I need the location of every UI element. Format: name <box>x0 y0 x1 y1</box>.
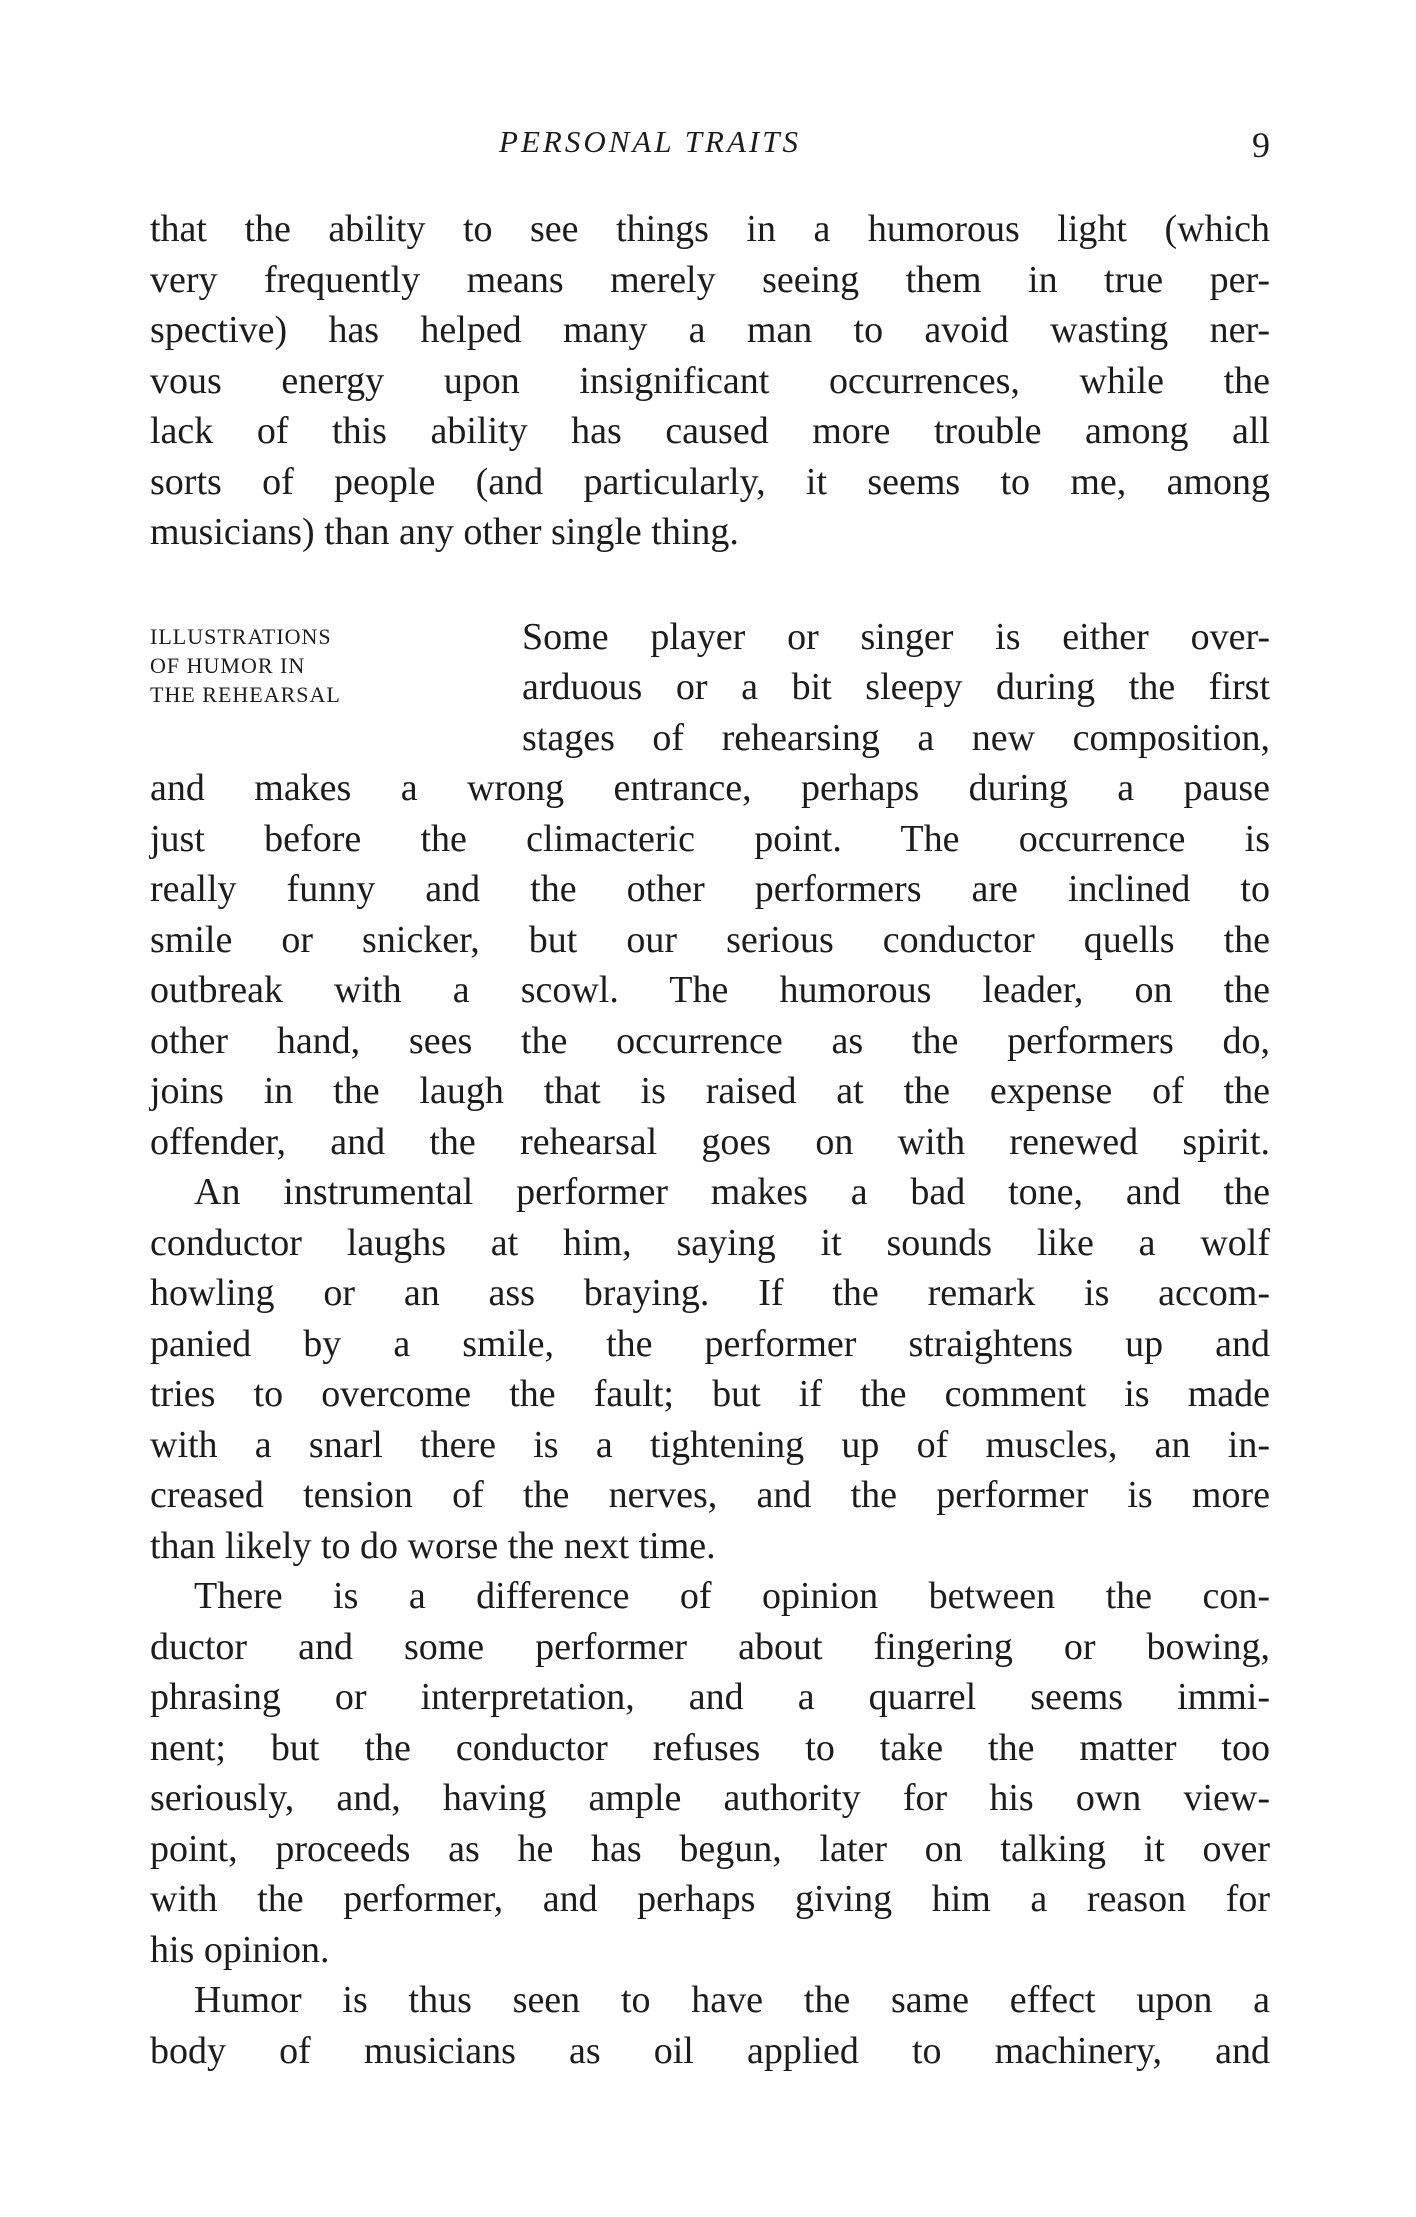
text-line: joins in the laugh that is raised at the expense of the <box>150 1070 1270 1112</box>
text-line: very frequently means merely seeing them in true per- <box>150 258 1270 301</box>
text-line: offender, and the rehearsal goes on with renewed spirit. <box>150 1120 1270 1163</box>
running-title: PERSONAL TRAITS <box>499 124 801 159</box>
text-line: arduous or a bit sleepy during the first <box>522 666 1270 708</box>
text-line: seriously, and, having ample authority for his own view- <box>150 1777 1270 1819</box>
text-line: his opinion. <box>150 1928 330 1971</box>
paragraph-2 <box>150 763 1270 1167</box>
text-line: tries to overcome the fault; but if the comment is made <box>150 1373 1270 1415</box>
text-line: phrasing or interpretation, and a quarrel seems immi- <box>150 1676 1270 1718</box>
sidenote-line: THE REHEARSAL <box>150 681 341 707</box>
running-head <box>150 124 1270 168</box>
text-line: with a snarl there is a tightening up of muscles, an in- <box>150 1423 1270 1466</box>
text-line: vous energy upon insignificant occurrences, while the <box>150 359 1270 402</box>
text-line: and makes a wrong entrance, perhaps during a pause <box>150 767 1270 809</box>
text-line: spective) has helped many a man to avoid wasting ner- <box>150 309 1270 351</box>
body-text <box>150 204 1270 2076</box>
text-line: point, proceeds as he has begun, later on talking it over <box>150 1827 1270 1870</box>
text-line: outbreak with a scowl. The humorous leader, on the <box>150 969 1270 1011</box>
text-line: body of musicians as oil applied to machinery, and <box>150 2029 1270 2072</box>
text-line: smile or snicker, but our serious conductor quells the <box>150 918 1270 961</box>
paragraph-5 <box>150 1975 1270 2076</box>
text-line: An instrumental performer makes a bad tone, and the <box>194 1171 1270 1213</box>
page-number: 9 <box>1252 125 1270 165</box>
text-line: sorts of people (and particularly, it seems to me, among <box>150 460 1270 503</box>
text-line: just before the climacteric point. The occurrence is <box>150 817 1270 860</box>
text-line: with the performer, and perhaps giving him a reason for <box>150 1878 1270 1920</box>
sidenote-line: ILLUSTRATIONS <box>150 623 332 649</box>
sidenote-line: OF HUMOR IN <box>150 652 306 678</box>
text-line: other hand, sees the occurrence as the performers do, <box>150 1019 1270 1062</box>
paragraph-3 <box>150 1167 1270 1571</box>
paragraph-4 <box>150 1571 1270 1975</box>
sidenote-block <box>150 612 1270 764</box>
text-line: panied by a smile, the performer straightens up and <box>150 1322 1270 1365</box>
text-line: Humor is thus seen to have the same effect upon a <box>194 1979 1270 2021</box>
text-line: Some player or singer is either over- <box>522 615 1270 658</box>
paragraph-1 <box>150 204 1270 558</box>
text-line: stages of rehearsing a new composition, <box>522 716 1270 759</box>
text-line: nent; but the conductor refuses to take the matter too <box>150 1726 1270 1769</box>
section-gap <box>150 558 1270 612</box>
sidenote-heading <box>150 622 490 709</box>
text-line: creased tension of the nerves, and the performer is more <box>150 1474 1270 1516</box>
text-line: conductor laughs at him, saying it sounds like a wolf <box>150 1221 1270 1264</box>
text-line: howling or an ass braying. If the remark is accom- <box>150 1272 1270 1314</box>
text-line: really funny and the other performers are inclined to <box>150 868 1270 910</box>
text-line: musicians) than any other single thing. <box>150 511 739 553</box>
sidenote-paragraph-start <box>522 612 1270 764</box>
text-line: ductor and some performer about fingering or bowing, <box>150 1625 1270 1668</box>
text-line: There is a difference of opinion between the con- <box>194 1575 1270 1617</box>
text-line: that the ability to see things in a humorous light (which <box>150 208 1270 250</box>
text-line: than likely to do worse the next time. <box>150 1524 716 1567</box>
text-line: lack of this ability has caused more trouble among all <box>150 410 1270 452</box>
